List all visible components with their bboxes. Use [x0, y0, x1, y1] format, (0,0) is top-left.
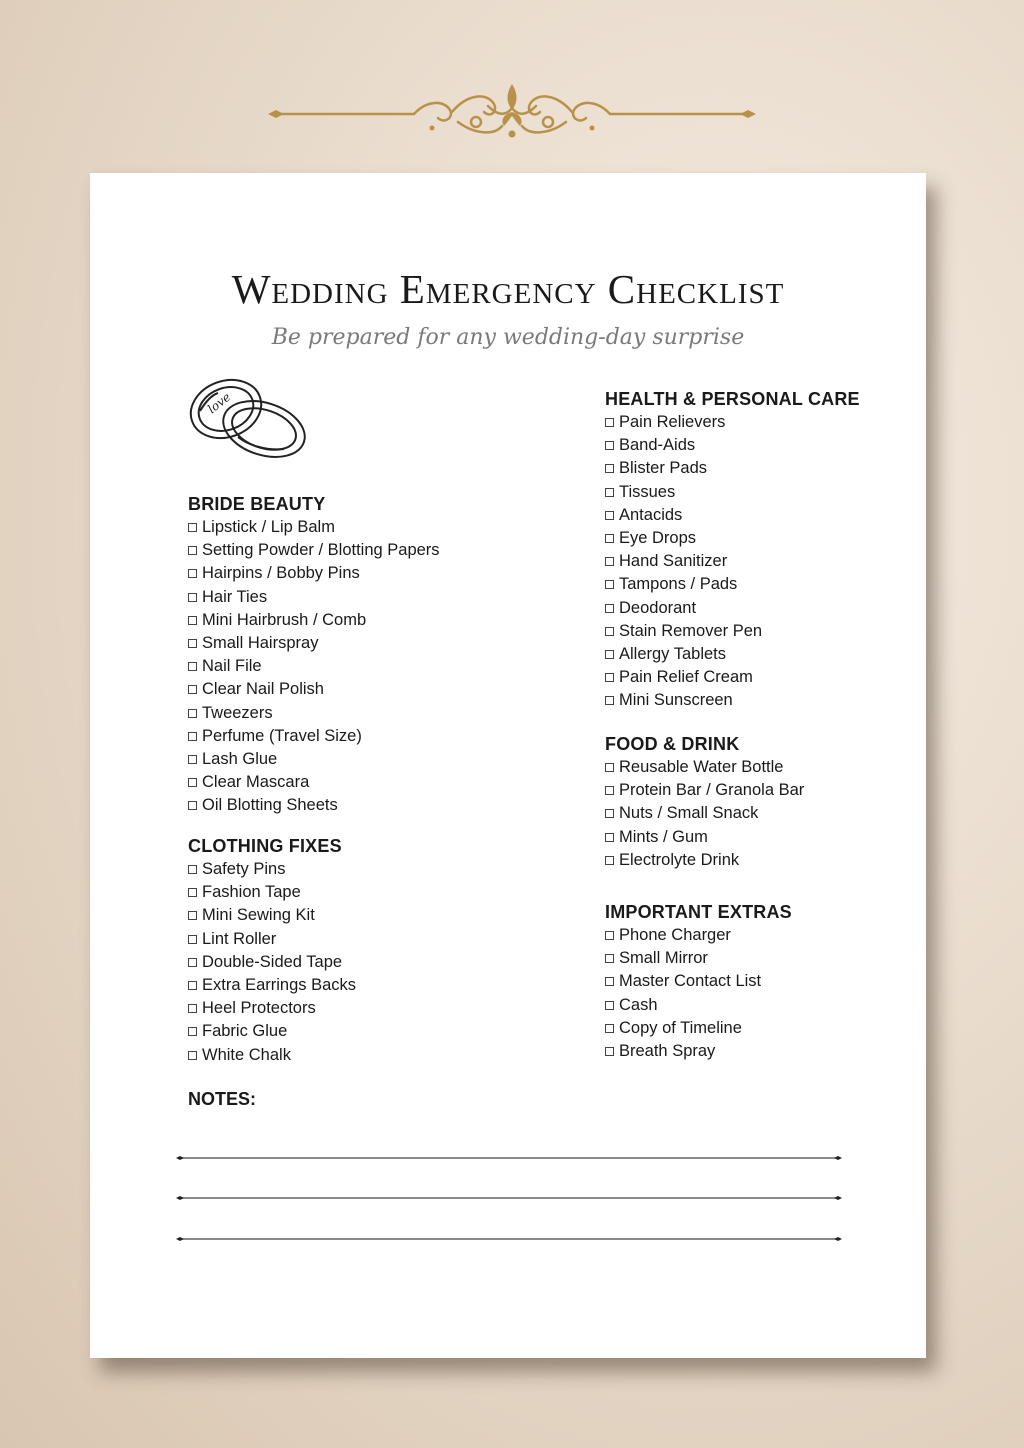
checklist-item[interactable] — [605, 924, 792, 947]
checkbox-icon[interactable] — [605, 418, 614, 427]
health-personal-care-list — [605, 411, 860, 712]
checklist-item-label: Pain Relievers — [619, 413, 726, 431]
section-title-important-extras: IMPORTANT EXTRAS — [605, 902, 792, 922]
checklist-item-label: Extra Earrings Backs — [202, 975, 357, 994]
checklist-item-label: Copy of Timeline — [619, 1018, 742, 1037]
checklist-item-label: Small Hairspray — [202, 633, 319, 652]
checklist-item-label: Lash Glue — [202, 749, 278, 768]
checklist-item-label: Eye Drops — [619, 528, 697, 547]
checkbox-icon[interactable] — [605, 1001, 614, 1010]
checklist-item[interactable] — [605, 1040, 792, 1063]
checkbox-icon[interactable] — [605, 511, 614, 520]
checklist-item-label: Blister Pads — [619, 459, 708, 478]
checklist-item[interactable] — [605, 947, 792, 970]
checkbox-icon[interactable] — [605, 627, 614, 636]
checklist-page — [90, 173, 926, 1358]
notes-label: NOTES: — [188, 1089, 257, 1109]
checklist-item[interactable] — [188, 516, 440, 539]
checklist-item[interactable] — [605, 666, 860, 689]
checklist-item-label: Cash — [619, 995, 658, 1014]
checklist-item-label: Tampons / Pads — [619, 575, 738, 594]
checkbox-icon[interactable] — [605, 1024, 614, 1033]
checklist-item[interactable] — [188, 748, 440, 771]
checklist-item-label: Tissues — [619, 482, 676, 501]
notes-line[interactable] — [176, 1194, 842, 1202]
checkbox-icon[interactable] — [188, 732, 197, 741]
section-bride-beauty — [188, 493, 440, 817]
food-drink-list — [605, 756, 804, 872]
checklist-item[interactable] — [605, 826, 804, 849]
checklist-item[interactable] — [188, 904, 356, 927]
checklist-item[interactable] — [188, 1020, 356, 1043]
checklist-item[interactable] — [188, 562, 440, 585]
checkbox-icon[interactable] — [188, 1027, 197, 1036]
checklist-item-label: Perfume (Travel Size) — [202, 726, 362, 745]
checkbox-icon[interactable] — [605, 488, 614, 497]
checklist-item[interactable] — [188, 771, 440, 794]
notes-line[interactable] — [176, 1154, 842, 1162]
checklist-item-label: Nuts / Small Snack — [619, 804, 759, 823]
checklist-item[interactable] — [188, 858, 356, 881]
section-clothing-fixes — [188, 835, 356, 1067]
checkbox-icon[interactable] — [605, 977, 614, 986]
checkbox-icon[interactable] — [605, 464, 614, 473]
section-title-clothing-fixes: CLOTHING FIXES — [188, 836, 342, 856]
checkbox-icon[interactable] — [605, 833, 614, 842]
section-health-personal-care — [605, 388, 860, 712]
checklist-item[interactable] — [188, 794, 440, 817]
checklist-item[interactable] — [188, 725, 440, 748]
section-title-food-drink: FOOD & DRINK — [605, 734, 740, 754]
checklist-item-label: Mini Hairbrush / Comb — [202, 610, 367, 629]
checklist-item[interactable] — [605, 597, 860, 620]
checklist-item-label: Mini Sewing Kit — [202, 906, 315, 925]
checklist-item[interactable] — [605, 643, 860, 666]
checkbox-icon[interactable] — [605, 856, 614, 865]
checkbox-icon[interactable] — [188, 801, 197, 810]
checkbox-icon[interactable] — [188, 593, 197, 602]
checkbox-icon[interactable] — [605, 650, 614, 659]
checklist-item[interactable] — [605, 527, 860, 550]
checkbox-icon[interactable] — [605, 931, 614, 940]
checkbox-icon[interactable] — [188, 639, 197, 648]
important-extras-list — [605, 924, 792, 1063]
checkbox-icon[interactable] — [188, 523, 197, 532]
checklist-item-label: Breath Spray — [619, 1041, 716, 1060]
checklist-item-label: White Chalk — [202, 1045, 291, 1064]
checklist-item[interactable] — [605, 802, 804, 825]
checklist-item[interactable] — [605, 756, 804, 779]
page-subtitle: Be prepared for any wedding-day surprise — [271, 325, 745, 350]
checklist-item[interactable] — [605, 481, 860, 504]
checklist-item-label: Electrolyte Drink — [619, 850, 740, 869]
checkbox-icon[interactable] — [188, 685, 197, 694]
checkbox-icon[interactable] — [188, 569, 197, 578]
checklist-item[interactable] — [188, 678, 440, 701]
checkbox-icon[interactable] — [188, 865, 197, 874]
checklist-item[interactable] — [605, 434, 860, 457]
checkbox-icon[interactable] — [188, 1004, 197, 1013]
checklist-item[interactable] — [188, 881, 356, 904]
checklist-item[interactable] — [188, 702, 440, 725]
checkbox-icon[interactable] — [188, 778, 197, 787]
checklist-item[interactable] — [188, 928, 356, 951]
wedding-rings-icon — [186, 371, 312, 463]
checklist-item-label: Mini Sunscreen — [619, 691, 733, 710]
checkbox-icon[interactable] — [188, 616, 197, 625]
checklist-item-label: Reusable Water Bottle — [619, 758, 784, 776]
checkbox-icon[interactable] — [188, 911, 197, 920]
checkbox-icon[interactable] — [605, 696, 614, 705]
checklist-item-label: Pain Relief Cream — [619, 668, 753, 687]
checklist-item-label: Setting Powder / Blotting Papers — [202, 541, 440, 560]
checklist-item-label: Deodorant — [619, 598, 697, 617]
checklist-item-label: Double-Sided Tape — [202, 952, 343, 971]
checklist-item-label: Nail File — [202, 657, 262, 676]
checklist-item-label: Hair Ties — [202, 587, 268, 606]
section-title-health-personal-care: HEALTH & PERSONAL CARE — [605, 389, 860, 409]
checkbox-icon[interactable] — [188, 546, 197, 555]
checkbox-icon[interactable] — [605, 673, 614, 682]
checkbox-icon[interactable] — [188, 1051, 197, 1060]
checklist-item-label: Stain Remover Pen — [619, 621, 763, 640]
checklist-item[interactable] — [188, 586, 440, 609]
checklist-item[interactable] — [188, 951, 356, 974]
checklist-item-label: Fabric Glue — [202, 1022, 288, 1041]
checklist-item-label: Band-Aids — [619, 436, 696, 455]
checklist-item-label: Mints / Gum — [619, 827, 708, 846]
checkbox-icon[interactable] — [188, 981, 197, 990]
checklist-item[interactable] — [605, 573, 860, 596]
checklist-item[interactable] — [605, 1017, 792, 1040]
checklist-item[interactable] — [188, 997, 356, 1020]
checkbox-icon[interactable] — [188, 958, 197, 967]
checklist-item[interactable] — [188, 609, 440, 632]
checklist-item-label: Clear Nail Polish — [202, 680, 324, 699]
checklist-item-label: Tweezers — [202, 703, 273, 722]
ring-engraving: love — [204, 389, 234, 417]
checklist-item[interactable] — [605, 411, 860, 434]
checklist-item-label: Safety Pins — [202, 860, 286, 878]
checklist-item[interactable] — [605, 849, 804, 872]
checklist-item-label: Oil Blotting Sheets — [202, 796, 338, 815]
checklist-item[interactable] — [188, 632, 440, 655]
checklist-item-label: Lipstick / Lip Balm — [202, 518, 335, 536]
checklist-item-label: Phone Charger — [619, 926, 731, 944]
checklist-item-label: Protein Bar / Granola Bar — [619, 781, 805, 800]
checklist-item-label: Fashion Tape — [202, 883, 301, 902]
checkbox-icon[interactable] — [605, 441, 614, 450]
checkbox-icon[interactable] — [188, 709, 197, 718]
checkbox-icon[interactable] — [605, 604, 614, 613]
checklist-item[interactable] — [605, 550, 860, 573]
checklist-item-label: Allergy Tablets — [619, 644, 727, 663]
notes-line[interactable] — [176, 1235, 842, 1243]
checkbox-icon[interactable] — [605, 786, 614, 795]
section-food-drink — [605, 733, 804, 872]
checklist-item[interactable] — [188, 1044, 356, 1067]
checkbox-icon[interactable] — [605, 580, 614, 589]
bride-beauty-list — [188, 516, 440, 817]
checkbox-icon[interactable] — [605, 809, 614, 818]
checklist-item-label: Hairpins / Bobby Pins — [202, 564, 360, 583]
checklist-item-label: Lint Roller — [202, 929, 277, 948]
gold-flourish-ornament — [262, 82, 762, 144]
checklist-item[interactable] — [188, 655, 440, 678]
checklist-item[interactable] — [605, 994, 792, 1017]
checklist-item-label: Heel Protectors — [202, 999, 316, 1018]
checkbox-icon[interactable] — [188, 935, 197, 944]
checklist-item-label: Clear Mascara — [202, 773, 310, 792]
section-important-extras — [605, 901, 792, 1063]
checkbox-icon[interactable] — [605, 954, 614, 963]
checklist-item[interactable] — [605, 779, 804, 802]
checklist-item-label: Antacids — [619, 505, 683, 524]
checkbox-icon[interactable] — [605, 1047, 614, 1056]
checkbox-icon[interactable] — [605, 763, 614, 772]
checkbox-icon[interactable] — [188, 888, 197, 897]
checkbox-icon[interactable] — [188, 755, 197, 764]
checklist-item[interactable] — [605, 620, 860, 643]
checkbox-icon[interactable] — [605, 557, 614, 566]
checkbox-icon[interactable] — [605, 534, 614, 543]
checklist-item[interactable] — [605, 689, 860, 712]
checklist-item-label: Small Mirror — [619, 949, 708, 968]
page-title: Wedding Emergency Checklist — [231, 266, 785, 312]
checklist-item[interactable] — [605, 970, 792, 993]
checklist-item-label: Hand Sanitizer — [619, 552, 728, 571]
checklist-item-label: Master Contact List — [619, 972, 762, 991]
checklist-item[interactable] — [605, 504, 860, 527]
clothing-fixes-list — [188, 858, 356, 1067]
checkbox-icon[interactable] — [188, 662, 197, 671]
checklist-item[interactable] — [605, 457, 860, 480]
checklist-item[interactable] — [188, 974, 356, 997]
checklist-item[interactable] — [188, 539, 440, 562]
section-title-bride-beauty: BRIDE BEAUTY — [188, 494, 326, 514]
